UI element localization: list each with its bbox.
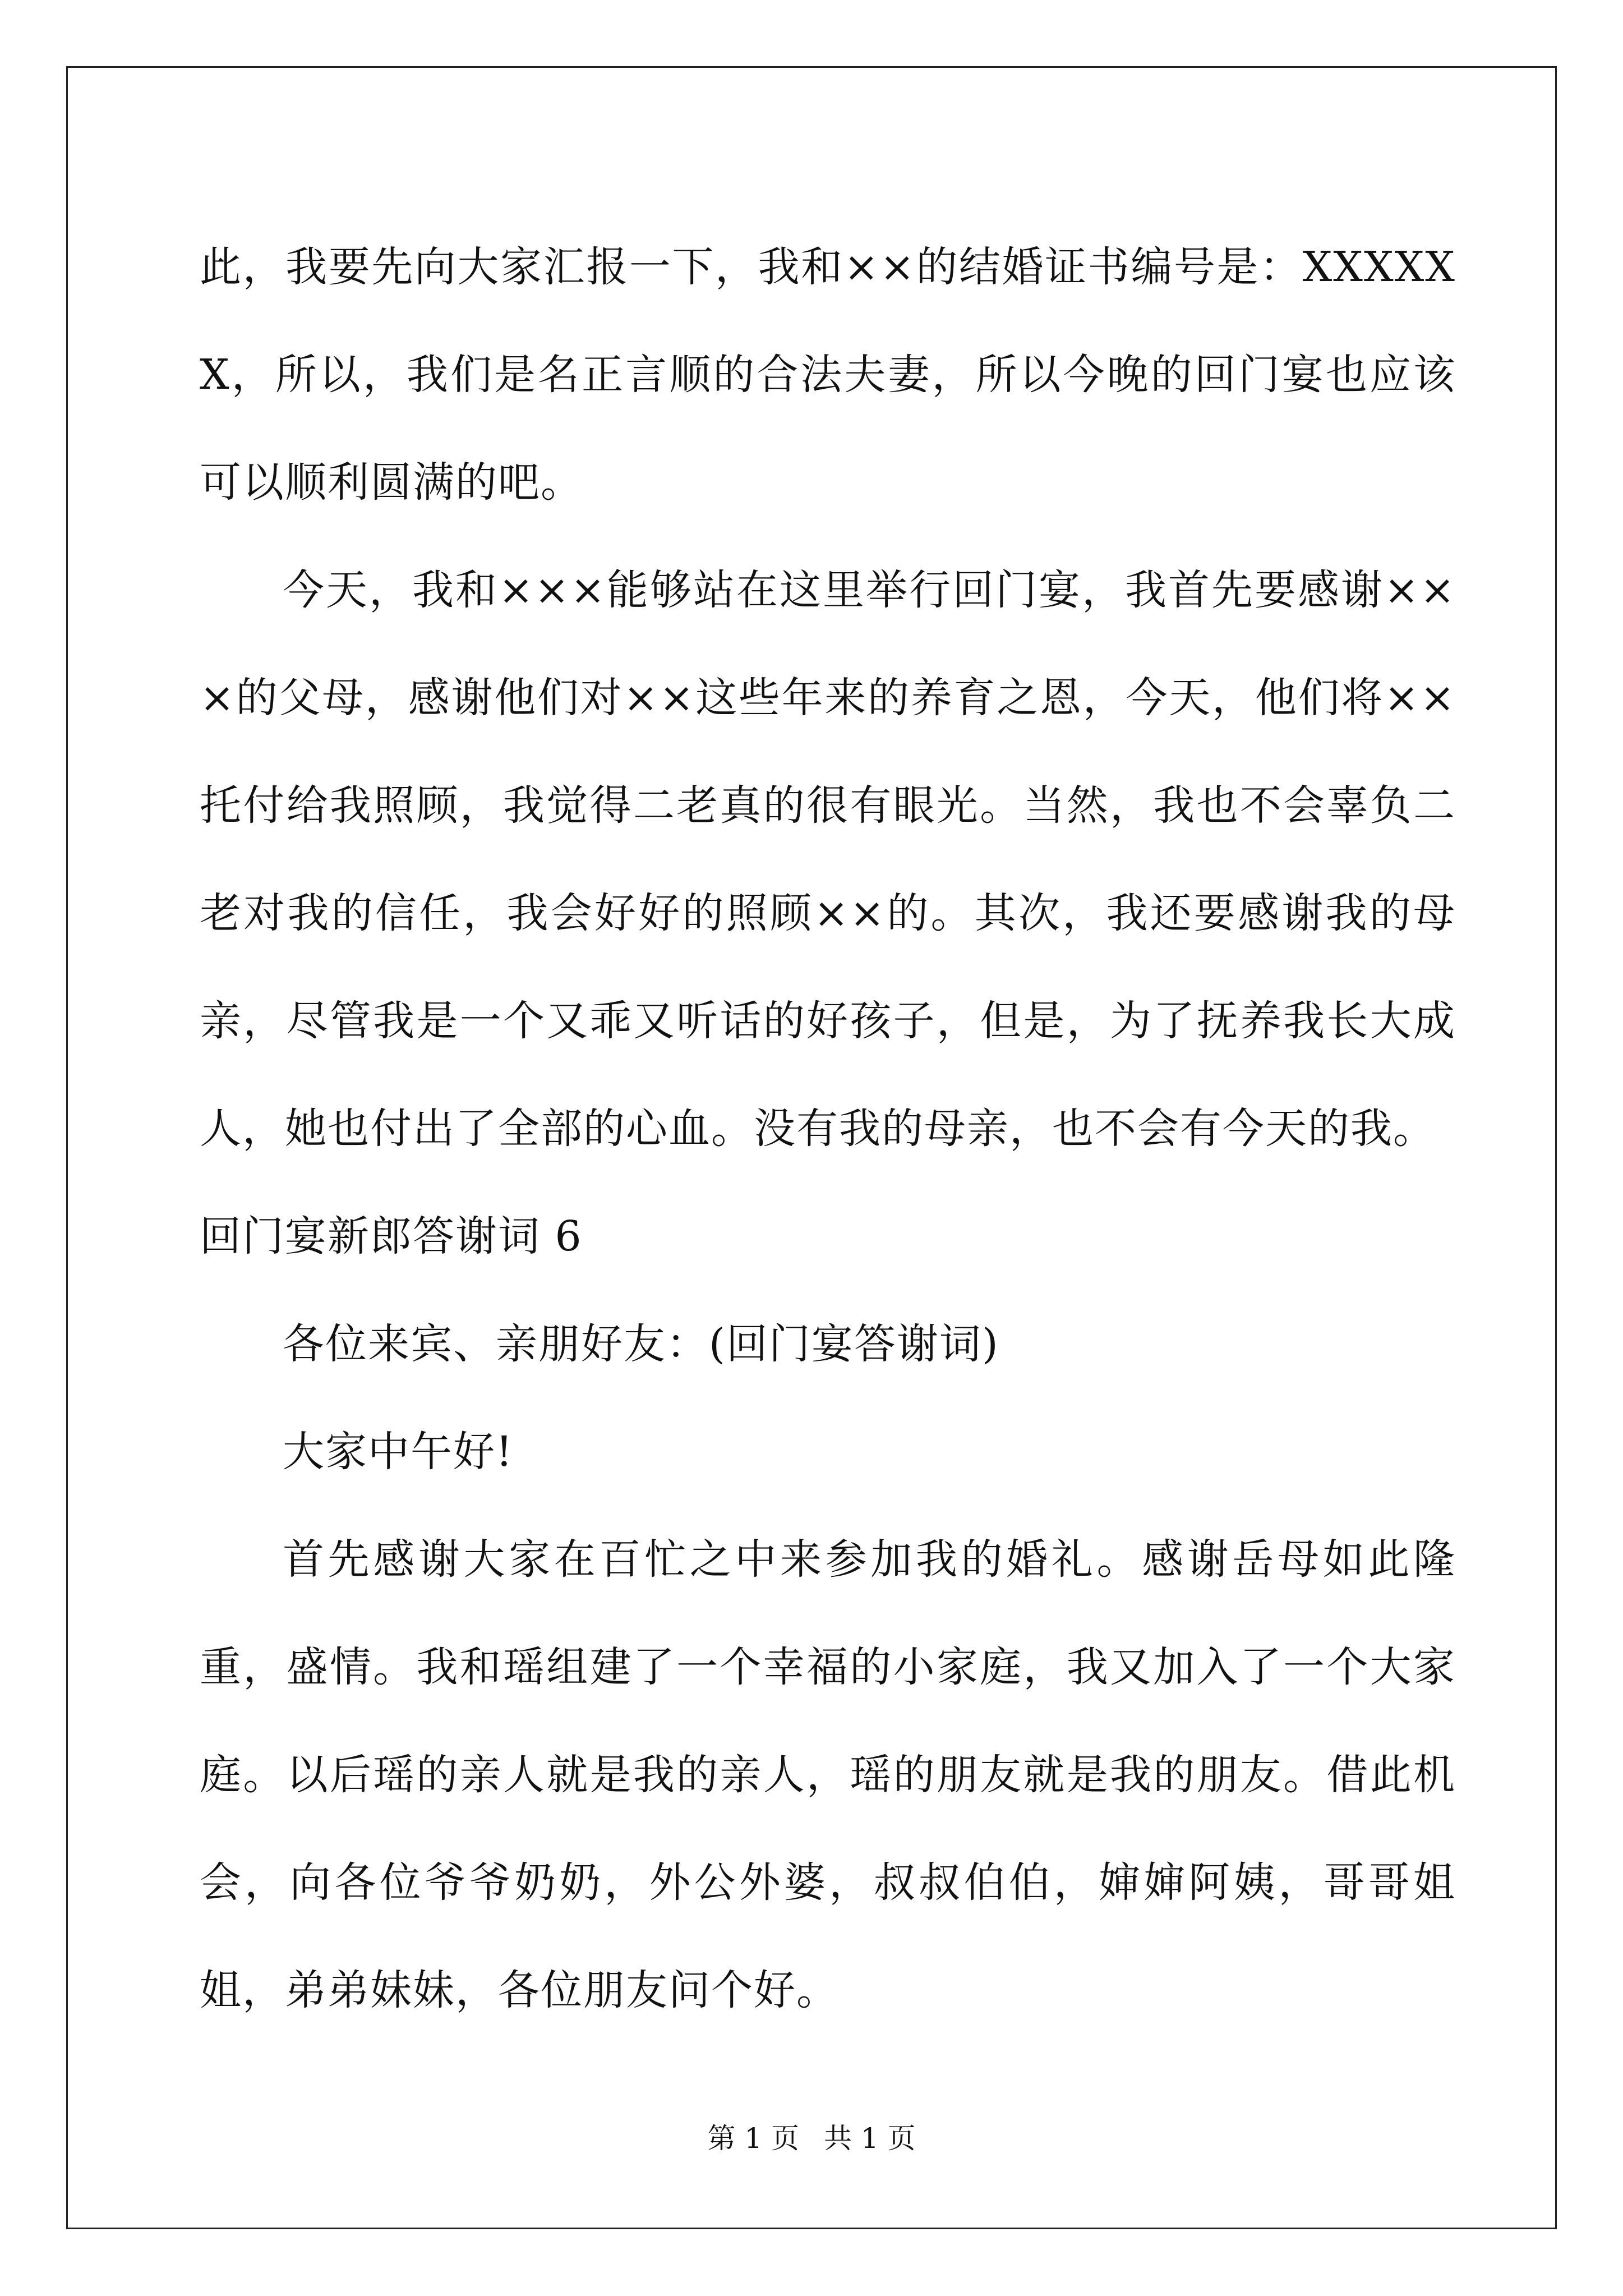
paragraph-greeting: 大家中午好! (283, 1428, 514, 1476)
page-total: 共 1 页 (823, 2122, 916, 2155)
document-body (200, 213, 1456, 2044)
paragraph-salutation: 各位来宾、亲朋好友：(回门宴答谢词) (283, 1320, 999, 1368)
page-footer (0, 2122, 1623, 2155)
paragraph-1: 此，我要先向大家汇报一下，我和××的结婚证书编号是：XXXXXX，所以，我们是名正言顺的合法夫妻，所以今晚的回门宴也应该可以顺利圆满的吧。 (200, 243, 1456, 507)
paragraph-thanks: 首先感谢大家在百忙之中来参加我的婚礼。感谢岳母如此隆重，盛情。我和瑶组建了一个幸福的小家庭，我又加入了一个大家庭。以后瑶的亲人就是我的亲人，瑶的朋友就是我的朋友。借此机会，向各位爷爷奶奶，外公外婆，叔叔伯伯，婶婶阿姨，哥哥姐姐，弟弟妹妹，各位朋友问个好。 (200, 1535, 1456, 2014)
page-number: 第 1 页 (707, 2122, 800, 2155)
section-heading: 回门宴新郎答谢词 6 (200, 1212, 583, 1260)
paragraph-2: 今天，我和×××能够站在这里举行回门宴，我首先要感谢×××的父母，感谢他们对××这些年来的养育之恩，今天，他们将××托付给我照顾，我觉得二老真的很有眼光。当然，我也不会辜负二老对我的信任，我会好好的照顾××的。其次，我还要感谢我的母亲，尽管我是一个又乖又听话的好孩子，但是，为了抚养我长大成人，她也付出了全部的心血。没有我的母亲，也不会有今天的我。 (200, 566, 1456, 1153)
